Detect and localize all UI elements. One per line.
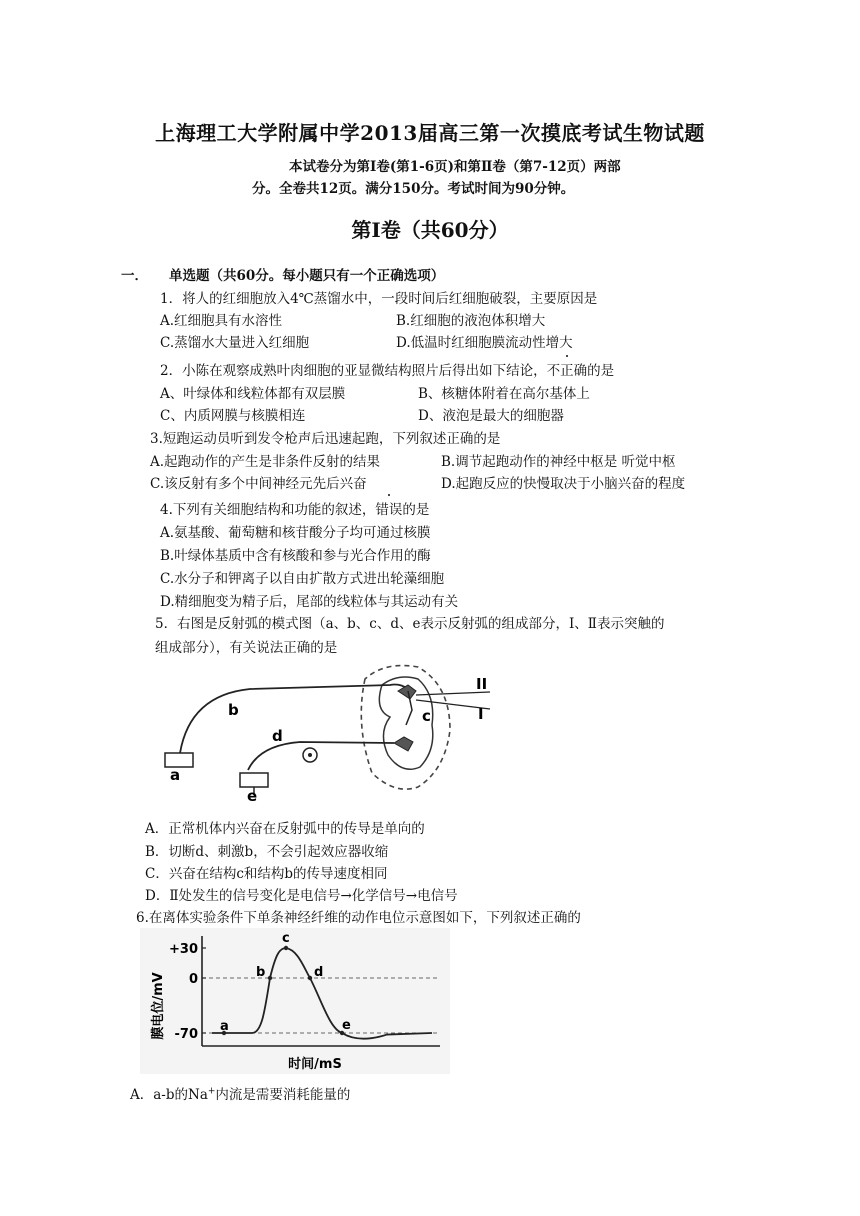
intro-line-1: 本试卷分为第Ⅰ卷(第1-6页)和第Ⅱ卷（第7-12页）两部 [289, 159, 621, 175]
exam-title: 上海理工大学附属中学2013届高三第一次摸底考试生物试题 [155, 121, 705, 145]
label-a: a [170, 766, 181, 784]
q2-option-d: D、液泡是最大的细胞器 [418, 408, 564, 424]
y-tick-label: 0 [188, 972, 198, 987]
y-tick-label: -70 [174, 1027, 198, 1042]
q5-stem-line-1: 5．右图是反射弧的模式图（a、b、c、d、e表示反射弧的组成部分，I、Ⅱ表示突触的 [155, 616, 665, 632]
label-c: c [422, 707, 431, 725]
point-d [308, 976, 312, 980]
point-c [284, 946, 288, 950]
intro-line-2: 分。全卷共12页。满分150分。考试时间为90分钟。 [252, 181, 575, 197]
q1-option-a: A.红细胞具有水溶性 [160, 313, 283, 329]
q4-stem [160, 498, 429, 518]
q3-option-c: C.该反射有多个中间神经元先后兴奋 [150, 476, 367, 492]
point-b [268, 976, 272, 980]
part-title: 第Ⅰ卷（共60分） [351, 218, 509, 242]
chart-x-label: 时间/mS [288, 1057, 342, 1072]
label-II: II [476, 675, 488, 693]
y-tick-label: +30 [169, 942, 198, 957]
q4-stem-post: 的是 [402, 502, 430, 518]
q6-option-a-sup: + [207, 1086, 216, 1097]
point-label-c: c [282, 931, 290, 946]
label-b: b [228, 701, 239, 719]
q4-option-c: C.水分子和钾离子以自由扩散方式进出轮藻细胞 [160, 571, 445, 587]
q6-option-a-pre: A．a-b的Na [130, 1087, 208, 1103]
q3-stem: 3.短跑运动员听到发令枪声后迅速起跑，下列叙述正确的是 [150, 431, 501, 447]
q4-stem-pre: 4.下列有关细胞结构和功能的叙述， [160, 502, 376, 518]
q5-stem-line-2: 组成部分），有关说法正确的是 [155, 640, 338, 656]
q4-option-d: D.精细胞变为精子后，尾部的线粒体与其运动有关 [160, 594, 459, 610]
label-I: I [478, 705, 484, 723]
label-d: d [272, 727, 283, 745]
q2-stem [160, 359, 614, 379]
point-label-a: a [220, 1019, 229, 1034]
q2-option-b: B、核糖体附着在高尔基体上 [418, 386, 590, 402]
motor-neuron [394, 737, 413, 751]
receptor-box [165, 753, 193, 767]
q5-option-d: D．Ⅱ处发生的信号变化是电信号→化学信号→电信号 [145, 888, 458, 904]
q2-stem-post: 的是 [587, 363, 615, 379]
q5-option-a: A．正常机体内兴奋在反射弧中的传导是单向的 [145, 821, 425, 837]
q2-option-a: A、叶绿体和线粒体都有双层膜 [160, 386, 346, 402]
interneuron-upper [398, 685, 416, 699]
point-label-e: e [342, 1018, 351, 1033]
point-label-b: b [256, 965, 266, 980]
q2-option-c: C、内质网膜与核膜相连 [160, 408, 306, 424]
section-number: 一． [121, 268, 148, 284]
chart-y-label: 膜电位/mV [151, 972, 166, 1040]
section-label: 单选题（共60分。每小题只有一个正确选项） [169, 268, 445, 284]
efferent-nerve [248, 742, 394, 770]
spinal-cord-outline [361, 666, 450, 790]
q4-emphasis: 错误 [375, 498, 402, 518]
q5-option-b: B．切断d、刺激b，不会引起效应器收缩 [145, 844, 389, 860]
q3-option-d: D.起跑反应的快慢取决于小脑兴奋的程度 [441, 476, 686, 492]
q3-option-b: B.调节起跑动作的神经中枢是 听觉中枢 [441, 454, 676, 470]
q2-stem-pre: 2．小陈在观察成熟叶肉细胞的亚显微结构照片后得出如下结论， [160, 363, 547, 379]
q2-emphasis: 不正确 [547, 359, 588, 379]
effector-box [240, 773, 268, 787]
q5-option-c: C．兴奋在结构c和结构b的传导速度相同 [145, 866, 388, 882]
q1-option-b: B.红细胞的液泡体积增大 [396, 313, 546, 329]
reflex-arc-diagram [150, 655, 510, 805]
label-e: e [247, 787, 258, 805]
q1-stem: 1．将人的红细胞放入4℃蒸馏水中，一段时间后红细胞破裂，主要原因是 [160, 291, 598, 307]
q1-option-c: C.蒸馏水大量进入红细胞 [160, 335, 310, 351]
q4-option-b: B.叶绿体基质中含有核酸和参与光合作用的酶 [160, 548, 431, 564]
action-potential-chart [140, 928, 450, 1074]
q3-option-a: A.起跑动作的产生是非条件反射的结果 [150, 454, 381, 470]
q1-option-d: D.低温时红细胞膜流动性增大 [396, 335, 573, 351]
q4-option-a: A.氨基酸、葡萄糖和核苷酸分子均可通过核膜 [160, 525, 431, 541]
ganglion-center [308, 753, 312, 757]
point-label-d: d [314, 965, 324, 980]
q6-stem: 6.在离体实验条件下单条神经纤维的动作电位示意图如下，下列叙述正确的 [136, 910, 581, 926]
q6-option-a [130, 1083, 350, 1103]
q6-option-a-post: 内流是需要消耗能量的 [215, 1087, 351, 1103]
